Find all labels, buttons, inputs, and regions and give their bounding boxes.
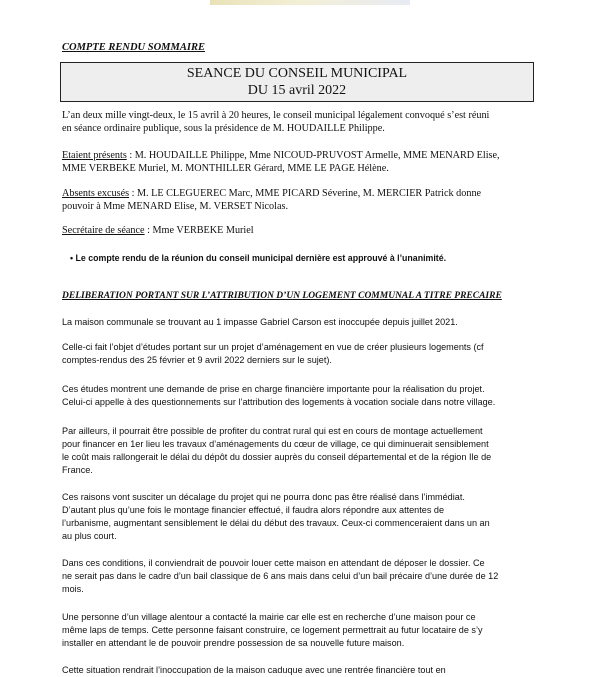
secretary-name: : Mme VERBEKE Muriel	[144, 225, 254, 236]
body-paragraph	[62, 557, 534, 596]
paragraph-line: France.	[62, 465, 93, 475]
paragraph-line: Une personne d’un village alentour a contacté la mairie car elle est en recherche d’une maison pour ce	[62, 612, 476, 622]
paragraph-line: La maison communale se trouvant au 1 impasse Gabriel Carson est inoccupée depuis juillet 2021.	[62, 317, 458, 327]
paragraph-line: comptes-rendus des 25 février et 9 avril 2022 derniers sur le sujet).	[62, 355, 332, 365]
intro-line: en séance ordinaire publique, sous la présidence de M. HOUDAILLE Philippe.	[62, 123, 385, 134]
body-paragraph	[62, 491, 534, 543]
absent-list: : M. LE CLEGUEREC Marc, MME PICARD Séverine, M. MERCIER Patrick donne	[129, 188, 482, 199]
paragraph-line: Cette situation rendrait l’inoccupation de la maison caduque avec une rentrée financière tout en	[62, 665, 446, 675]
body-paragraph	[62, 316, 534, 329]
paragraph-line: mois.	[62, 584, 84, 594]
present-list: : M. HOUDAILLE Philippe, Mme NICOUD-PRUVOST Armelle, MME MENARD Elise,	[126, 150, 500, 161]
body-paragraph	[62, 611, 534, 650]
paragraph-line: ne serait pas dans le cadre d’un bail classique de 6 ans mais dans celui d’un bail précaire d’une durée de 12	[62, 571, 499, 581]
paragraph-line: même laps de temps. Cette personne faisant construire, ce logement permettrait au futur locataire de s’y	[62, 625, 483, 635]
paragraph-line: l’urbanisme, augmentant sensiblement le délai du début des travaux. Ceux-ci commenceraient dans un an	[62, 518, 490, 528]
paragraph-line: Par ailleurs, il pourrait être possible de profiter du contrat rural qui est en cours de montage actuellement	[62, 426, 483, 436]
present-label: Etaient présents	[62, 150, 127, 161]
intro-paragraph	[62, 109, 534, 135]
paragraph-line: le coût mais rallongerait le délai du dépôt du dossier auprès du conseil départemental et de la région Ile de	[62, 452, 492, 462]
paragraph-line: Celle-ci fait l’objet d’études portant sur un projet d’aménagement en vue de créer plusieurs logements (cf	[62, 342, 484, 352]
paragraph-line: Celui-ci appelle à des questionnements sur l’attribution des logements à vocation sociale dans notre village.	[62, 397, 496, 407]
body-paragraph	[62, 341, 534, 367]
secretary-label: Secrétaire de séance	[62, 225, 145, 236]
meeting-title: SEANCE DU CONSEIL MUNICIPAL	[186, 66, 408, 81]
approval-bullet: • Le compte rendu de la réunion du conseil municipal dernière est approuvé à l’unanimité.	[70, 253, 447, 263]
paragraph-line: installer en attendant le de pouvoir prendre possession de sa nouvelle future maison.	[62, 638, 405, 648]
header-decoration	[210, 0, 410, 5]
title-box	[60, 62, 534, 102]
attendees-present	[62, 149, 534, 175]
document-type: COMPTE RENDU SOMMAIRE	[62, 42, 205, 53]
paragraph-line: au plus court.	[62, 531, 117, 541]
paragraph-line: Dans ces conditions, il conviendrait de pouvoir louer cette maison en attendant de déposer le dossier. Ce	[62, 558, 485, 568]
paragraph-line: D’autant plus qu’une fois le montage financier effectué, il faudra alors répondre aux attentes de	[62, 505, 445, 515]
present-list: MME VERBEKE Muriel, M. MONTHILLER Gérard, MME LE PAGE Hélène.	[62, 163, 389, 174]
body-paragraph	[62, 425, 534, 477]
paragraph-line: Ces études montrent une demande de prise en charge financière importante pour la réalisation du projet.	[62, 384, 485, 394]
section-title: DELIBERATION PORTANT SUR L’ATTRIBUTION D’UN LOGEMENT COMMUNAL A TITRE PRECAIRE	[62, 291, 502, 301]
meeting-date: DU 15 avril 2022	[247, 83, 347, 98]
secretary	[62, 224, 534, 237]
paragraph-line: Ces raisons vont susciter un décalage du projet qui ne pourra donc pas être réalisé dans l’immédiat.	[62, 492, 465, 502]
paragraph-line: pour financer en 1er lieu les travaux d’aménagements du cœur de village, ce qui diminuerait sensiblement	[62, 439, 489, 449]
absent-label: Absents excusés	[62, 188, 130, 199]
body-paragraph	[62, 383, 534, 409]
absent-list: pouvoir à Mme MENARD Elise, M. VERSET Nicolas.	[62, 201, 288, 212]
body-paragraph	[62, 664, 534, 677]
intro-line: L’an deux mille vingt-deux, le 15 avril à 20 heures, le conseil municipal légalement convoqué s’est réuni	[62, 110, 490, 121]
attendees-absent	[62, 187, 534, 213]
